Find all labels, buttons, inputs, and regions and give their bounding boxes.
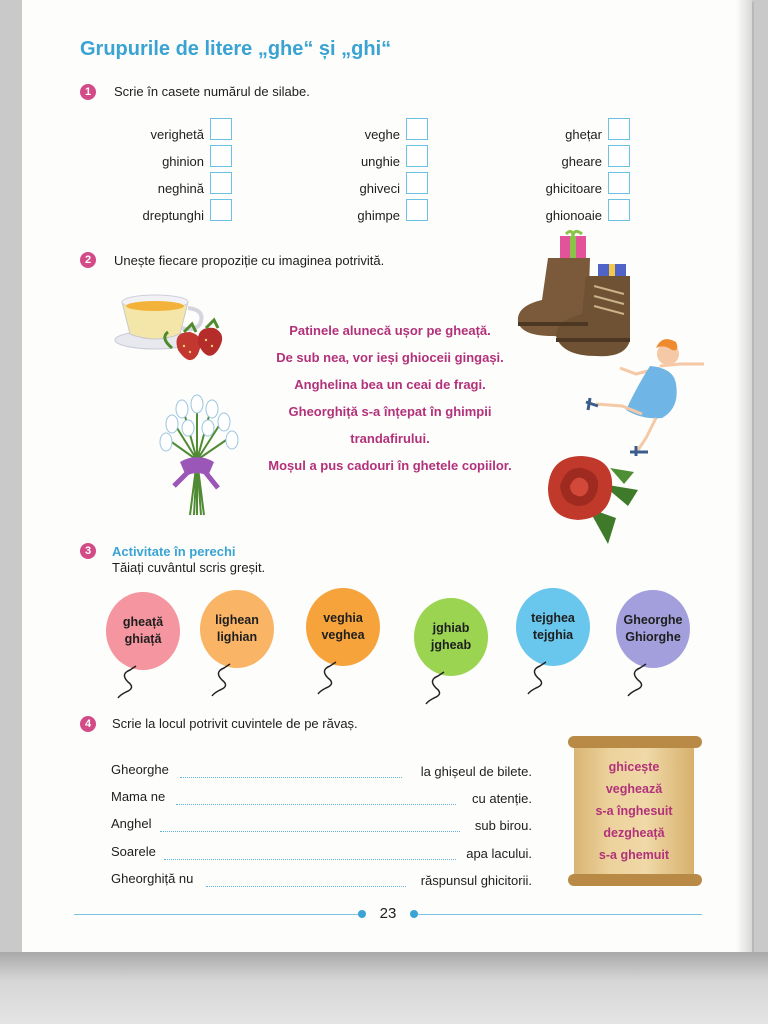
balloon [306, 588, 380, 666]
syllable-count-box[interactable] [210, 172, 232, 194]
balloon-word-option[interactable]: lighian [216, 630, 258, 644]
balloon-word-option[interactable]: jghiab [432, 621, 470, 635]
answer-blank[interactable] [206, 886, 406, 887]
balloon-string [114, 664, 144, 700]
exercise-3-instruction: Tăiați cuvântul scris greșit. [112, 560, 266, 575]
scroll-word[interactable]: ghicește [608, 760, 660, 774]
syllable-word: dreptunghi [142, 208, 204, 223]
sentence-end: sub birou. [474, 818, 532, 833]
answer-blank[interactable] [160, 831, 460, 832]
exercise-4-instruction: Scrie la locul potrivit cuvintele de pe răvaș. [112, 716, 358, 731]
balloon-word-option[interactable]: gheață [122, 615, 164, 629]
exercise-3-number: 3 [80, 543, 96, 559]
sentence[interactable]: Gheorghiță s-a înțepat în ghimpii [288, 404, 492, 419]
balloon-word-option[interactable]: jgheab [430, 638, 472, 652]
sentence[interactable]: De sub nea, vor ieși ghioceii gingași. [276, 350, 504, 365]
syllable-word: ghinion [162, 154, 204, 169]
syllable-word: ghiveci [359, 181, 400, 196]
syllable-word: ghețar [565, 127, 602, 142]
syllable-word: ghimpe [357, 208, 400, 223]
word-scroll [566, 734, 704, 888]
syllable-word: ghicitoare [545, 181, 602, 196]
balloon-string [422, 670, 452, 706]
syllable-count-box[interactable] [210, 199, 232, 221]
sentence-start: Anghel [111, 816, 152, 831]
balloon-word-option[interactable]: Gheorghe [623, 613, 683, 627]
syllable-count-box[interactable] [406, 145, 428, 167]
balloon-string [314, 660, 344, 696]
syllable-count-box[interactable] [406, 118, 428, 140]
balloon-word-option[interactable]: veghea [321, 628, 365, 642]
sentence-end: cu atenție. [472, 791, 532, 806]
scroll-word[interactable]: veghează [605, 782, 663, 796]
footer-dot-right [410, 910, 418, 918]
balloon-word-option[interactable]: lighean [215, 613, 259, 627]
balloon-word-option[interactable]: tejghia [532, 628, 574, 642]
footer-line-left [74, 914, 362, 915]
snowdrops-image[interactable] [152, 390, 242, 520]
balloon [414, 598, 488, 676]
balloon-word-option[interactable]: ghiață [124, 632, 162, 646]
syllable-word: ghionoaie [545, 208, 602, 223]
balloon-string [208, 662, 238, 698]
balloon [106, 592, 180, 670]
answer-blank[interactable] [180, 777, 402, 778]
exercise-2-instruction: Unește fiecare propoziție cu imaginea potrivită. [114, 253, 385, 268]
scroll-top-roll [568, 736, 702, 748]
rose-image[interactable] [538, 448, 648, 548]
exercise-2-number: 2 [80, 252, 96, 268]
sentence-start: Mama ne [111, 789, 166, 804]
balloon-word-option[interactable]: Ghiorghe [625, 630, 681, 644]
scan-shadow [0, 952, 768, 1024]
balloon [516, 588, 590, 666]
syllable-word: unghie [360, 154, 400, 169]
balloon-word-option[interactable]: tejghea [531, 611, 575, 625]
sentence-end: răspunsul ghicitorii. [420, 873, 532, 888]
page-title: Grupurile de litere „ghe“ și „ghi“ [80, 38, 392, 60]
page-spine [736, 0, 752, 952]
syllable-count-box[interactable] [608, 199, 630, 221]
syllable-count-box[interactable] [406, 199, 428, 221]
syllable-count-box[interactable] [210, 145, 232, 167]
syllable-word: neghină [157, 181, 204, 196]
ice-skater-image[interactable] [576, 334, 708, 462]
syllable-count-box[interactable] [608, 118, 630, 140]
sentence[interactable]: Anghelina bea un ceai de fragi. [294, 377, 486, 392]
balloon-word-option[interactable]: veghia [323, 611, 363, 625]
page-number: 23 [379, 905, 397, 922]
syllable-count-box[interactable] [608, 145, 630, 167]
exercise-1-number: 1 [80, 84, 96, 100]
balloon-string [524, 660, 554, 696]
footer-dot-left [358, 910, 366, 918]
balloon [200, 590, 274, 668]
sentence-start: Soarele [111, 844, 156, 859]
scroll-words [574, 756, 694, 866]
scroll-word[interactable]: dezgheață [603, 826, 665, 840]
syllable-word: verighetă [150, 127, 204, 142]
exercise-1-instruction: Scrie în casete numărul de silabe. [114, 84, 310, 99]
sentence[interactable]: Moșul a pus cadouri în ghetele copiilor. [268, 458, 512, 473]
sentence-start: Gheorghiță nu [111, 871, 194, 886]
scroll-word[interactable]: s-a ghemuit [598, 848, 670, 862]
sentence-end: la ghișeul de bilete. [420, 764, 532, 779]
exercise-4-number: 4 [80, 716, 96, 732]
syllable-count-box[interactable] [210, 118, 232, 140]
scroll-bottom-roll [568, 874, 702, 886]
syllable-count-box[interactable] [608, 172, 630, 194]
sentence-start: Gheorghe [111, 762, 169, 777]
answer-blank[interactable] [176, 804, 456, 805]
exercise-3-title: Activitate în perechi [112, 544, 236, 559]
balloon [616, 590, 690, 668]
sentence[interactable]: Patinele alunecă ușor pe gheață. [289, 323, 491, 338]
syllable-word: gheare [561, 154, 602, 169]
scroll-word[interactable]: s-a înghesuit [595, 804, 673, 818]
answer-blank[interactable] [164, 859, 456, 860]
syllable-count-box[interactable] [406, 172, 428, 194]
sentence-end: apa lacului. [466, 846, 532, 861]
tea-cup-image[interactable] [110, 288, 235, 388]
balloon-string [624, 662, 654, 698]
sentence[interactable]: trandafirului. [350, 431, 430, 446]
syllable-word: veghe [364, 127, 400, 142]
footer-line-right [418, 914, 702, 915]
